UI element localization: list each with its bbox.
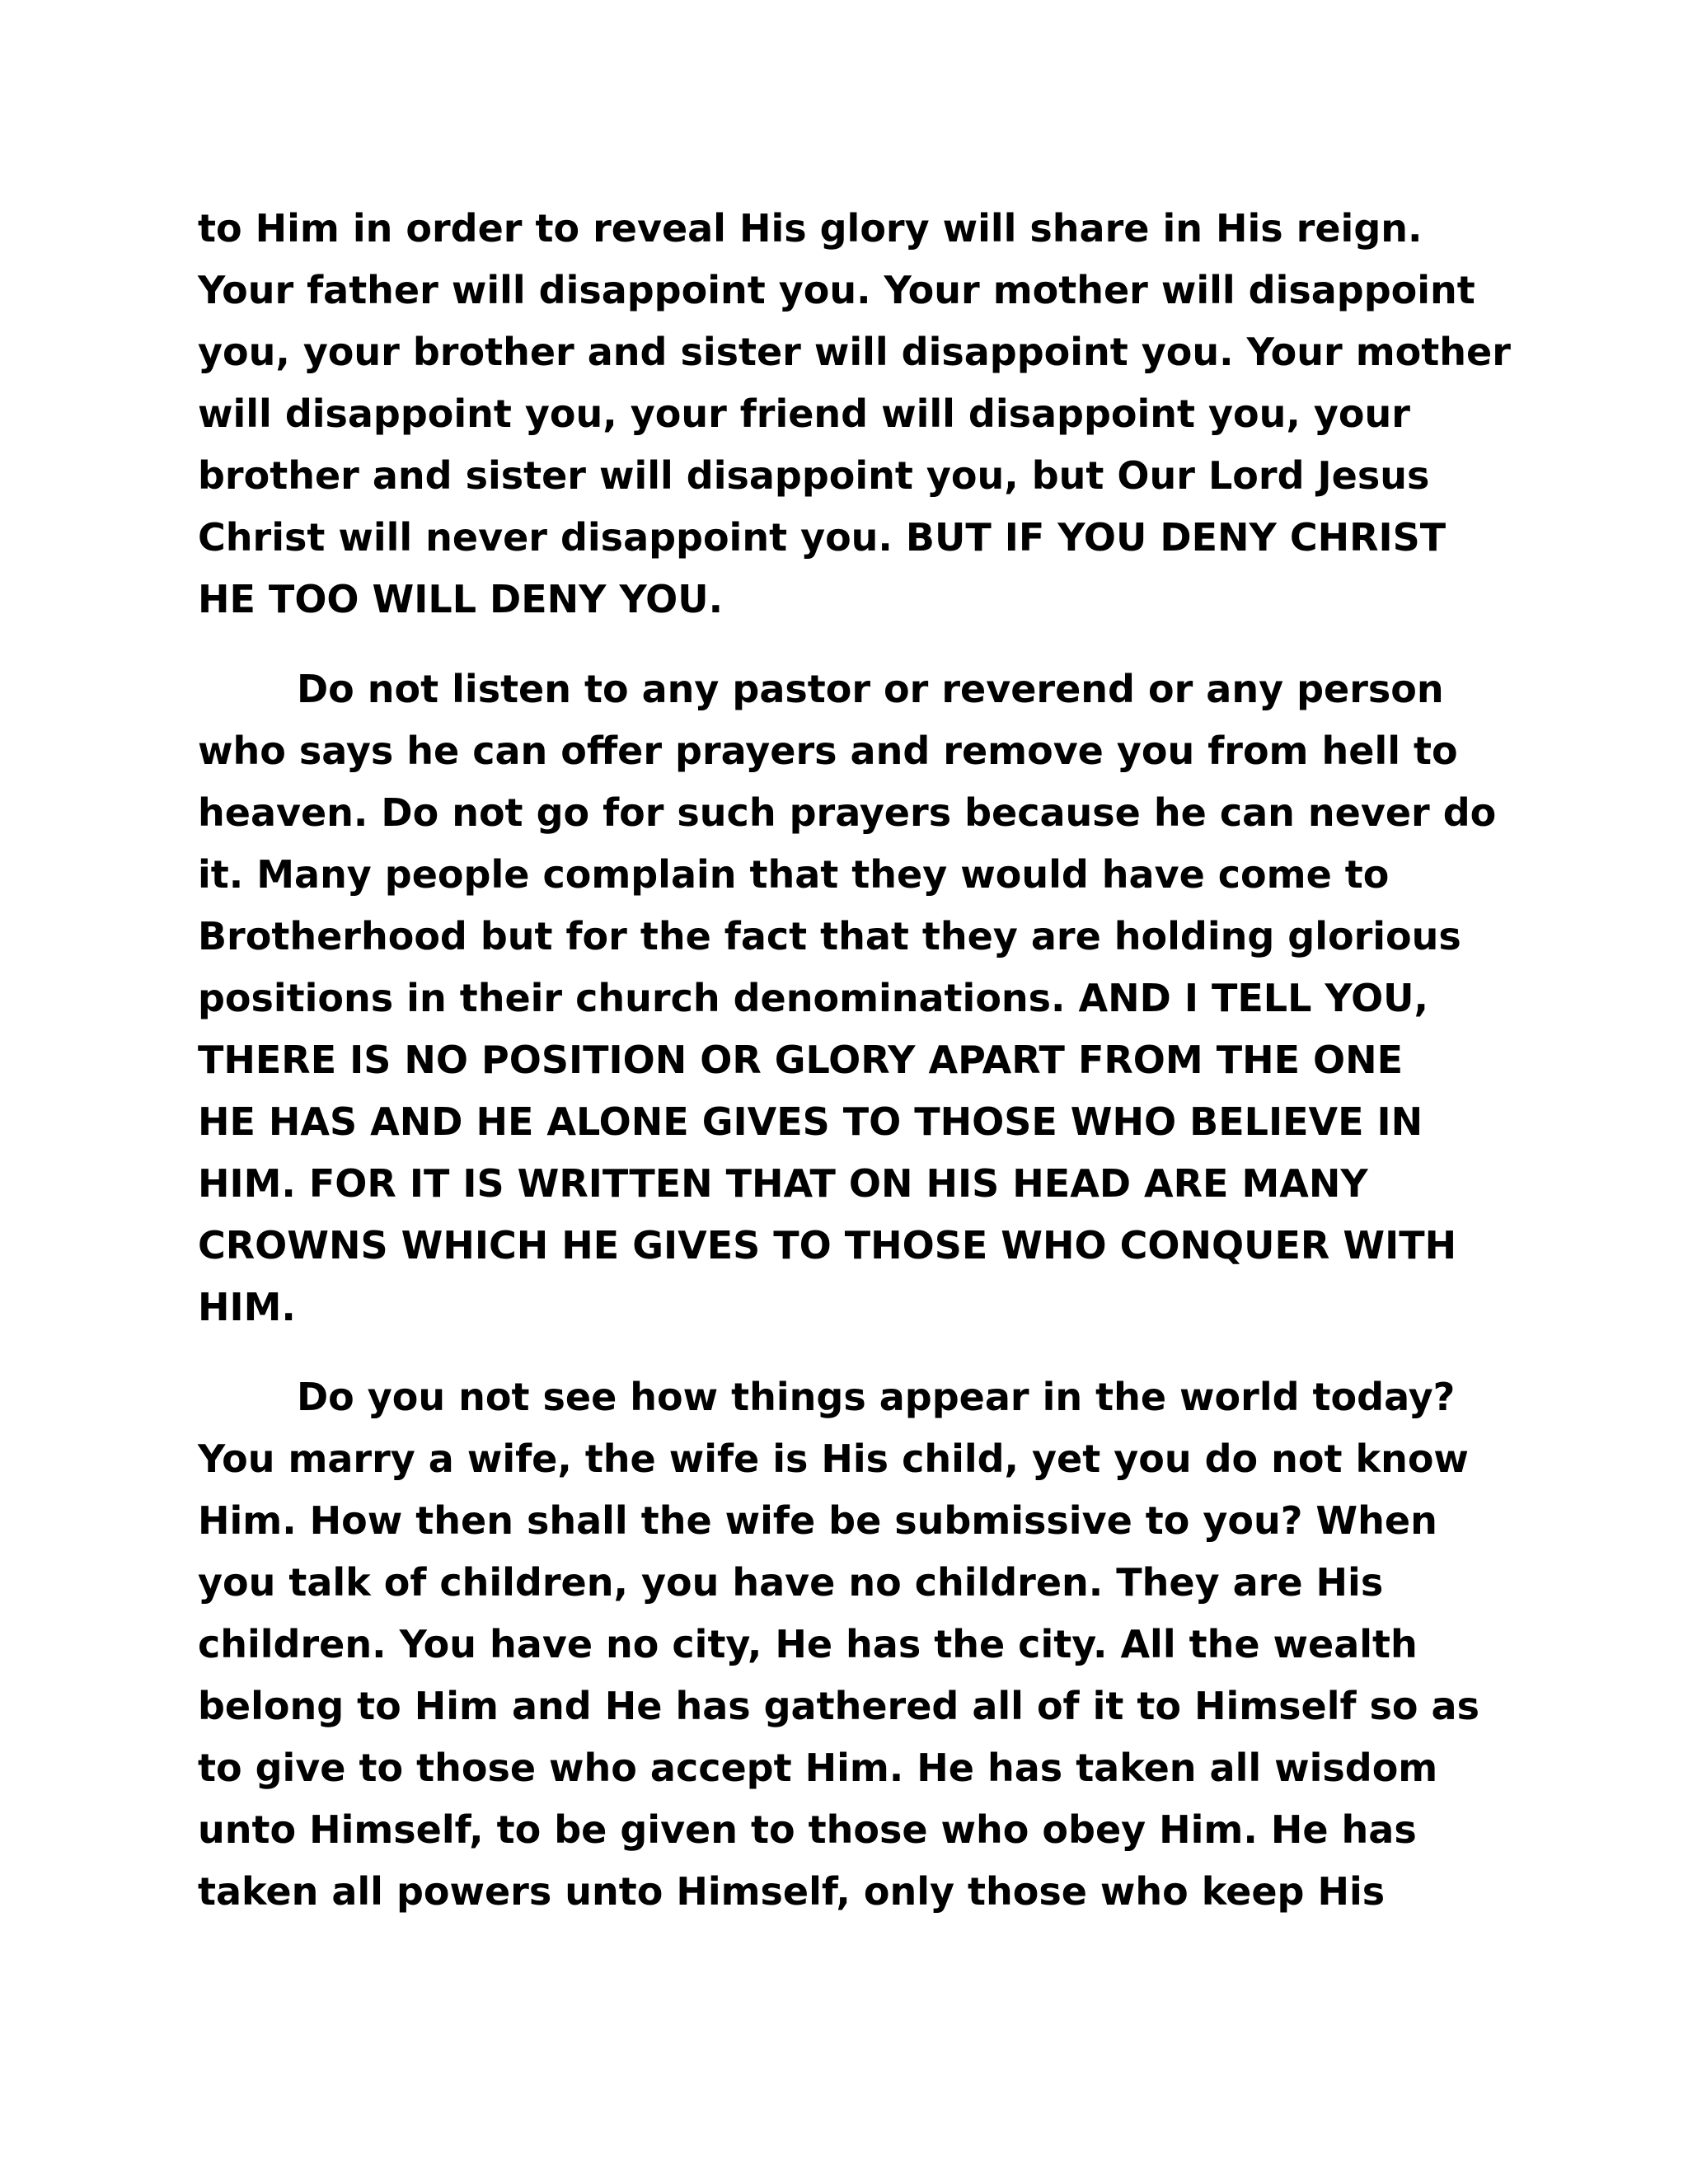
text-line: to give to those who accept Him. He has taken all wisdom [198,1746,1438,1790]
text-line: children. You have no city, He has the city. All the wealth [198,1622,1418,1666]
text-line: Brotherhood but for the fact that they are holding glorious [198,914,1461,958]
text-line: will disappoint you, your friend will disappoint you, your [198,391,1410,436]
text-line: You marry a wife, the wife is His child, yet you do not know [198,1436,1469,1481]
text-line: taken all powers unto Himself, only those who keep His [198,1869,1386,1914]
text-line: THERE IS NO POSITION OR GLORY APART FROM THE ONE [198,1038,1404,1082]
text-line: HIM. FOR IT IS WRITTEN THAT ON HIS HEAD ARE MANY [198,1161,1368,1206]
text-line: Do not listen to any pastor or reverend or any person [297,667,1444,711]
paragraph-1 [198,198,1517,630]
text-line: who says he can offer prayers and remove you from hell to [198,729,1458,773]
text-line: Do you not see how things appear in the world today? [297,1375,1456,1419]
text-line: it. Many people complain that they would have come to [198,852,1390,897]
text-line: HE HAS AND HE ALONE GIVES TO THOSE WHO BELIEVE IN [198,1099,1423,1144]
paragraph-2 [198,658,1517,1338]
text-line: Your father will disappoint you. Your mother will disappoint [198,268,1475,312]
text-line: you talk of children, you have no children. They are His [198,1560,1384,1605]
text-line: HIM. [198,1285,296,1329]
text-line: unto Himself, to be given to those who obey Him. He has [198,1807,1417,1852]
text-line: belong to Him and He has gathered all of it to Himself so as [198,1684,1479,1728]
paragraph-3 [198,1366,1517,1923]
text-line: brother and sister will disappoint you, but Our Lord Jesus [198,453,1430,498]
text-line: Christ will never disappoint you. BUT IF YOU DENY CHRIST [198,515,1447,560]
text-line: you, your brother and sister will disappoint you. Your mother [198,330,1511,374]
text-line: HE TOO WILL DENY YOU. [198,577,724,621]
text-line: heaven. Do not go for such prayers because he can never do [198,790,1497,835]
text-line: to Him in order to reveal His glory will share in His reign. [198,206,1423,251]
text-line: Him. How then shall the wife be submissive to you? When [198,1498,1437,1543]
text-line: CROWNS WHICH HE GIVES TO THOSE WHO CONQUER WITH [198,1223,1457,1268]
document-page [198,198,1517,1923]
text-line: positions in their church denominations. AND I TELL YOU, [198,976,1429,1020]
